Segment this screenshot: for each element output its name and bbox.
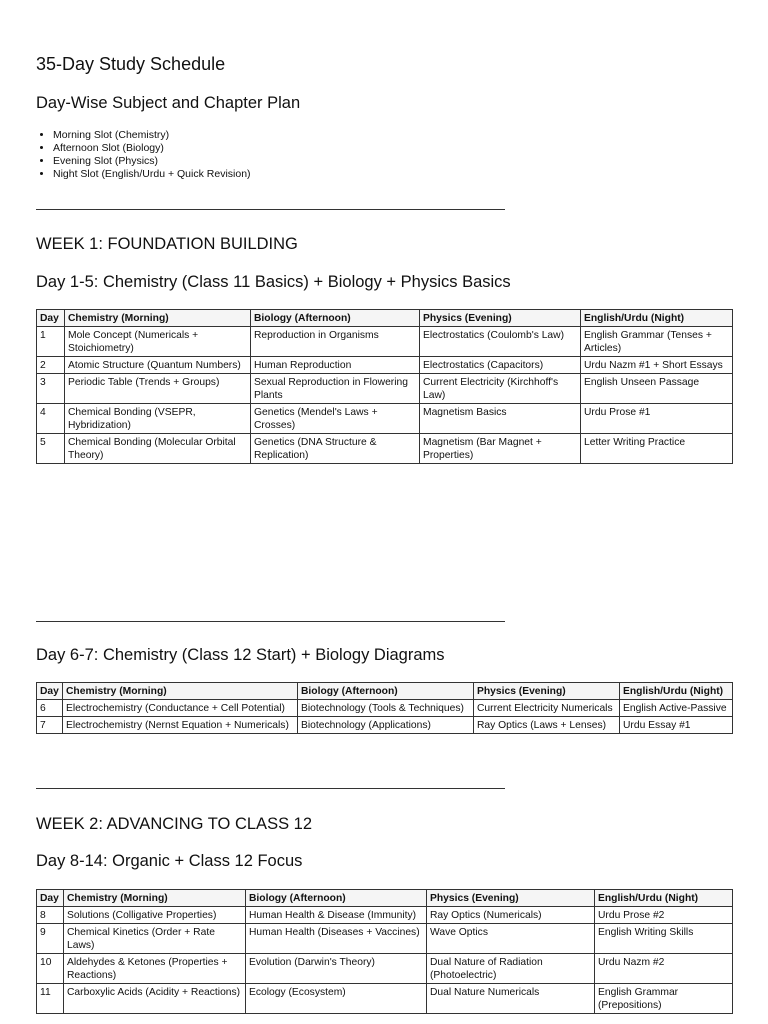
page-title: 35-Day Study Schedule: [36, 54, 226, 74]
chemistry-cell: Periodic Table (Trends + Groups): [65, 374, 251, 404]
biology-cell: Human Reproduction: [251, 357, 420, 374]
week-1-heading: WEEK 1: FOUNDATION BUILDING: [36, 235, 298, 253]
chemistry-cell: Solutions (Colligative Properties): [64, 907, 246, 924]
physics-cell: Current Electricity (Kirchhoff's Law): [420, 374, 581, 404]
chemistry-cell: Chemical Kinetics (Order + Rate Laws): [64, 924, 246, 954]
days-8-14-heading: Day 8-14: Organic + Class 12 Focus: [36, 852, 303, 870]
biology-cell: Reproduction in Organisms: [251, 327, 420, 357]
physics-cell: Wave Optics: [427, 924, 595, 954]
header-physics: Physics (Evening): [474, 683, 620, 700]
english-urdu-cell: Urdu Nazm #1 + Short Essays: [581, 357, 733, 374]
physics-cell: Electrostatics (Coulomb's Law): [420, 327, 581, 357]
biology-cell: Sexual Reproduction in Flowering Plants: [251, 374, 420, 404]
header-english-urdu: English/Urdu (Night): [595, 890, 733, 907]
table-row: [37, 954, 733, 984]
day-cell: 7: [37, 717, 63, 734]
chemistry-cell: Carboxylic Acids (Acidity + Reactions): [64, 984, 246, 1014]
chemistry-cell: Electrochemistry (Nernst Equation + Numericals): [63, 717, 298, 734]
header-day: Day: [37, 683, 63, 700]
slot-list: [36, 129, 251, 181]
header-english-urdu: English/Urdu (Night): [620, 683, 733, 700]
schedule-table-days-1-5: [36, 309, 733, 464]
days-1-5-heading: Day 1-5: Chemistry (Class 11 Basics) + Biology + Physics Basics: [36, 273, 511, 291]
english-urdu-cell: Urdu Prose #1: [581, 404, 733, 434]
header-biology: Biology (Afternoon): [251, 310, 420, 327]
slot-item: • Morning Slot (Chemistry): [53, 129, 251, 142]
biology-cell: Genetics (DNA Structure & Replication): [251, 434, 420, 464]
header-physics: Physics (Evening): [420, 310, 581, 327]
day-cell: 11: [37, 984, 64, 1014]
english-urdu-cell: English Grammar (Tenses + Articles): [581, 327, 733, 357]
table-row: [37, 984, 733, 1014]
divider: [36, 209, 505, 210]
slot-item: • Night Slot (English/Urdu + Quick Revision): [53, 168, 251, 181]
english-urdu-cell: English Unseen Passage: [581, 374, 733, 404]
day-cell: 3: [37, 374, 65, 404]
physics-cell: Ray Optics (Laws + Lenses): [474, 717, 620, 734]
header-biology: Biology (Afternoon): [298, 683, 474, 700]
slot-item: • Evening Slot (Physics): [53, 155, 251, 168]
days-6-7-heading: Day 6-7: Chemistry (Class 12 Start) + Biology Diagrams: [36, 646, 445, 664]
header-chemistry: Chemistry (Morning): [64, 890, 246, 907]
header-biology: Biology (Afternoon): [246, 890, 427, 907]
english-urdu-cell: Letter Writing Practice: [581, 434, 733, 464]
physics-cell: Dual Nature of Radiation (Photoelectric): [427, 954, 595, 984]
chemistry-cell: Electrochemistry (Conductance + Cell Potential): [63, 700, 298, 717]
slot-item: • Afternoon Slot (Biology): [53, 142, 251, 155]
header-chemistry: Chemistry (Morning): [65, 310, 251, 327]
biology-cell: Genetics (Mendel's Laws + Crosses): [251, 404, 420, 434]
english-urdu-cell: Urdu Nazm #2: [595, 954, 733, 984]
physics-cell: Dual Nature Numericals: [427, 984, 595, 1014]
table-header-row: [37, 683, 733, 700]
day-cell: 4: [37, 404, 65, 434]
chemistry-cell: Chemical Bonding (VSEPR, Hybridization): [65, 404, 251, 434]
table-row: [37, 327, 733, 357]
divider: [36, 621, 505, 622]
schedule-table-days-8-14: [36, 889, 733, 1014]
table-row: [37, 434, 733, 464]
table-row: [37, 357, 733, 374]
physics-cell: Magnetism (Bar Magnet + Properties): [420, 434, 581, 464]
day-cell: 5: [37, 434, 65, 464]
day-cell: 8: [37, 907, 64, 924]
chemistry-cell: Chemical Bonding (Molecular Orbital Theory): [65, 434, 251, 464]
header-day: Day: [37, 890, 64, 907]
english-urdu-cell: Urdu Essay #1: [620, 717, 733, 734]
table-row: [37, 374, 733, 404]
table-row: [37, 717, 733, 734]
day-cell: 1: [37, 327, 65, 357]
header-chemistry: Chemistry (Morning): [63, 683, 298, 700]
divider: [36, 788, 505, 789]
english-urdu-cell: English Active-Passive: [620, 700, 733, 717]
english-urdu-cell: Urdu Prose #2: [595, 907, 733, 924]
biology-cell: Ecology (Ecosystem): [246, 984, 427, 1014]
biology-cell: Biotechnology (Applications): [298, 717, 474, 734]
chemistry-cell: Atomic Structure (Quantum Numbers): [65, 357, 251, 374]
header-day: Day: [37, 310, 65, 327]
english-urdu-cell: English Writing Skills: [595, 924, 733, 954]
physics-cell: Current Electricity Numericals: [474, 700, 620, 717]
header-physics: Physics (Evening): [427, 890, 595, 907]
physics-cell: Electrostatics (Capacitors): [420, 357, 581, 374]
biology-cell: Human Health & Disease (Immunity): [246, 907, 427, 924]
biology-cell: Human Health (Diseases + Vaccines): [246, 924, 427, 954]
table-header-row: [37, 310, 733, 327]
chemistry-cell: Mole Concept (Numericals + Stoichiometry): [65, 327, 251, 357]
biology-cell: Evolution (Darwin's Theory): [246, 954, 427, 984]
biology-cell: Biotechnology (Tools & Techniques): [298, 700, 474, 717]
chemistry-cell: Aldehydes & Ketones (Properties + Reactions): [64, 954, 246, 984]
day-cell: 10: [37, 954, 64, 984]
day-cell: 9: [37, 924, 64, 954]
physics-cell: Ray Optics (Numericals): [427, 907, 595, 924]
physics-cell: Magnetism Basics: [420, 404, 581, 434]
english-urdu-cell: English Grammar (Prepositions): [595, 984, 733, 1014]
table-row: [37, 924, 733, 954]
schedule-table-days-6-7: [36, 682, 733, 734]
day-cell: 2: [37, 357, 65, 374]
table-row: [37, 907, 733, 924]
week-2-heading: WEEK 2: ADVANCING TO CLASS 12: [36, 815, 313, 833]
header-english-urdu: English/Urdu (Night): [581, 310, 733, 327]
table-row: [37, 404, 733, 434]
day-cell: 6: [37, 700, 63, 717]
table-header-row: [37, 890, 733, 907]
table-row: [37, 700, 733, 717]
plan-subtitle: Day-Wise Subject and Chapter Plan: [36, 94, 301, 112]
